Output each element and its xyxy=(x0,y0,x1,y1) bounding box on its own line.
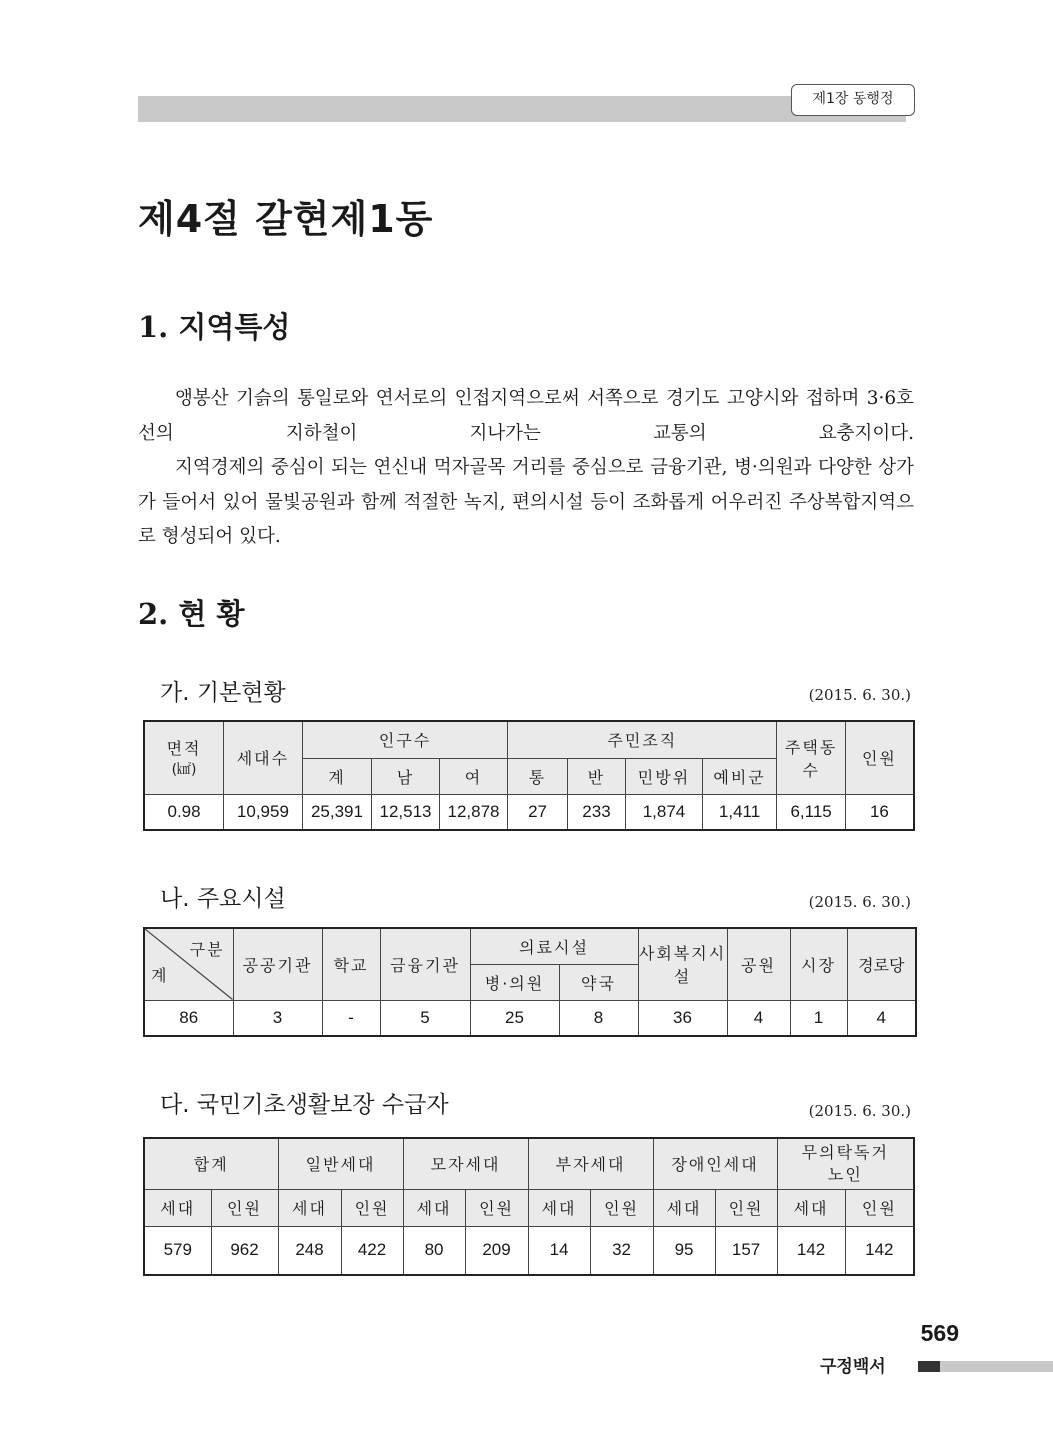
header-financial: 금융기관 xyxy=(380,928,470,1000)
cell: 1,874 xyxy=(626,794,703,830)
cell: 422 xyxy=(341,1226,403,1275)
header-persons: 인원 xyxy=(211,1189,278,1226)
paragraph-1: 앵봉산 기슭의 통일로와 연서로의 인접지역으로써 서쪽으로 경기도 고양시와 접하며 3·6호선의 지하철이 지나가는 교통의 요충지이다. xyxy=(138,388,914,444)
paragraph-2: 지역경제의 중심이 되는 연신내 먹자골목 거리를 중심으로 금융기관, 병·의원과 다양한 상가가 들어서 있어 물빛공원과 함께 적절한 녹지, 편의시설 등이 조화롭게 어우러진 주상복합지역으로 형성되어 있다. xyxy=(138,457,914,547)
header-female: 여 xyxy=(439,758,508,794)
header-category-total xyxy=(144,928,233,1000)
header-reserve: 예비군 xyxy=(702,758,777,794)
cell: 0.98 xyxy=(144,794,224,830)
table-row xyxy=(144,794,914,830)
header-mother-child: 모자세대 xyxy=(403,1138,528,1189)
cell: 14 xyxy=(528,1226,590,1275)
basic-status-title: 가. 기본현황 xyxy=(160,680,286,706)
cell: 80 xyxy=(403,1226,465,1275)
facilities-table xyxy=(143,927,917,1037)
cell: 142 xyxy=(845,1226,914,1275)
header-senior-center: 경로당 xyxy=(847,928,916,1000)
cell: 5 xyxy=(380,1000,470,1036)
cell: 4 xyxy=(727,1000,790,1036)
header-tong: 통 xyxy=(508,758,567,794)
header-male: 남 xyxy=(372,758,440,794)
cell: 32 xyxy=(590,1226,653,1275)
header-persons: 인원 xyxy=(590,1189,653,1226)
header-general-household: 일반세대 xyxy=(278,1138,403,1189)
header-medical: 의료시설 xyxy=(470,928,638,964)
header-persons: 인원 xyxy=(465,1189,528,1226)
header-welfare: 사회복지시설 xyxy=(638,928,727,1000)
cell: 157 xyxy=(715,1226,777,1275)
header-area: 면적 (㎢) xyxy=(144,721,224,794)
header-total: 계 xyxy=(302,758,372,794)
header-park: 공원 xyxy=(727,928,790,1000)
cell: 25 xyxy=(470,1000,559,1036)
header-households: 세대수 xyxy=(224,721,303,794)
table-row xyxy=(144,1000,916,1036)
header-housing: 주택동수 xyxy=(777,721,846,794)
basic-status-table xyxy=(143,720,915,831)
cell: 579 xyxy=(144,1226,211,1275)
header-persons: 인원 xyxy=(715,1189,777,1226)
header-household: 세대 xyxy=(144,1189,211,1226)
header-disabled: 장애인세대 xyxy=(653,1138,777,1189)
header-father-child: 부자세대 xyxy=(528,1138,653,1189)
header-persons: 인원 xyxy=(845,1189,914,1226)
cell: 36 xyxy=(638,1000,727,1036)
page-number: 569 xyxy=(920,1320,959,1346)
header-persons: 인원 xyxy=(341,1189,403,1226)
cell: 8 xyxy=(559,1000,638,1036)
header-household: 세대 xyxy=(528,1189,590,1226)
heading-status: 2. 현 황 xyxy=(138,597,245,631)
cell: 248 xyxy=(278,1226,341,1275)
cell: 1,411 xyxy=(702,794,777,830)
header-hospital: 병·의원 xyxy=(470,964,559,1000)
book-title: 구정백서 xyxy=(820,1357,886,1377)
header-public-institutions: 공공기관 xyxy=(233,928,322,1000)
header-total: 계 xyxy=(151,965,169,985)
cell: 962 xyxy=(211,1226,278,1275)
facilities-date: (2015. 6. 30.) xyxy=(808,893,911,911)
cell: 27 xyxy=(508,794,567,830)
header-population: 인구수 xyxy=(302,721,508,758)
header-household: 세대 xyxy=(777,1189,845,1226)
footer-bar-light xyxy=(940,1361,1053,1372)
footer-bar-dark xyxy=(918,1361,940,1372)
section-title: 제4절 갈현제1동 xyxy=(138,197,434,241)
cell: 86 xyxy=(144,1000,233,1036)
cell: 233 xyxy=(567,794,625,830)
welfare-date: (2015. 6. 30.) xyxy=(808,1102,911,1120)
cell: 142 xyxy=(777,1226,845,1275)
cell: 10,959 xyxy=(224,794,303,830)
header-staff: 인원 xyxy=(845,721,914,794)
heading-regional-characteristics: 1. 지역특성 xyxy=(138,310,291,344)
cell: 12,513 xyxy=(372,794,440,830)
cell: - xyxy=(322,1000,380,1036)
cell: 16 xyxy=(845,794,914,830)
table-row xyxy=(144,1226,914,1275)
welfare-title: 다. 국민기초생활보장 수급자 xyxy=(160,1092,449,1118)
basic-status-date: (2015. 6. 30.) xyxy=(808,686,911,704)
cell: 25,391 xyxy=(302,794,372,830)
cell: 1 xyxy=(790,1000,847,1036)
cell: 12,878 xyxy=(439,794,508,830)
chapter-tab: 제1장 동행정 xyxy=(791,84,915,116)
header-ban: 반 xyxy=(567,758,625,794)
header-household: 세대 xyxy=(653,1189,715,1226)
header-total: 합계 xyxy=(144,1138,278,1189)
cell: 95 xyxy=(653,1226,715,1275)
cell: 6,115 xyxy=(777,794,846,830)
cell: 209 xyxy=(465,1226,528,1275)
header-elderly-alone: 무의탁독거노인 xyxy=(777,1138,914,1189)
header-pharmacy: 약국 xyxy=(559,964,638,1000)
header-category: 구분 xyxy=(189,940,225,959)
header-school: 학교 xyxy=(322,928,380,1000)
header-civil-defense: 민방위 xyxy=(626,758,703,794)
header-resident-org: 주민조직 xyxy=(508,721,777,758)
header-household: 세대 xyxy=(278,1189,341,1226)
welfare-table xyxy=(143,1137,915,1276)
cell: 3 xyxy=(233,1000,322,1036)
facilities-title: 나. 주요시설 xyxy=(160,886,286,912)
header-household: 세대 xyxy=(403,1189,465,1226)
header-market: 시장 xyxy=(790,928,847,1000)
cell: 4 xyxy=(847,1000,916,1036)
